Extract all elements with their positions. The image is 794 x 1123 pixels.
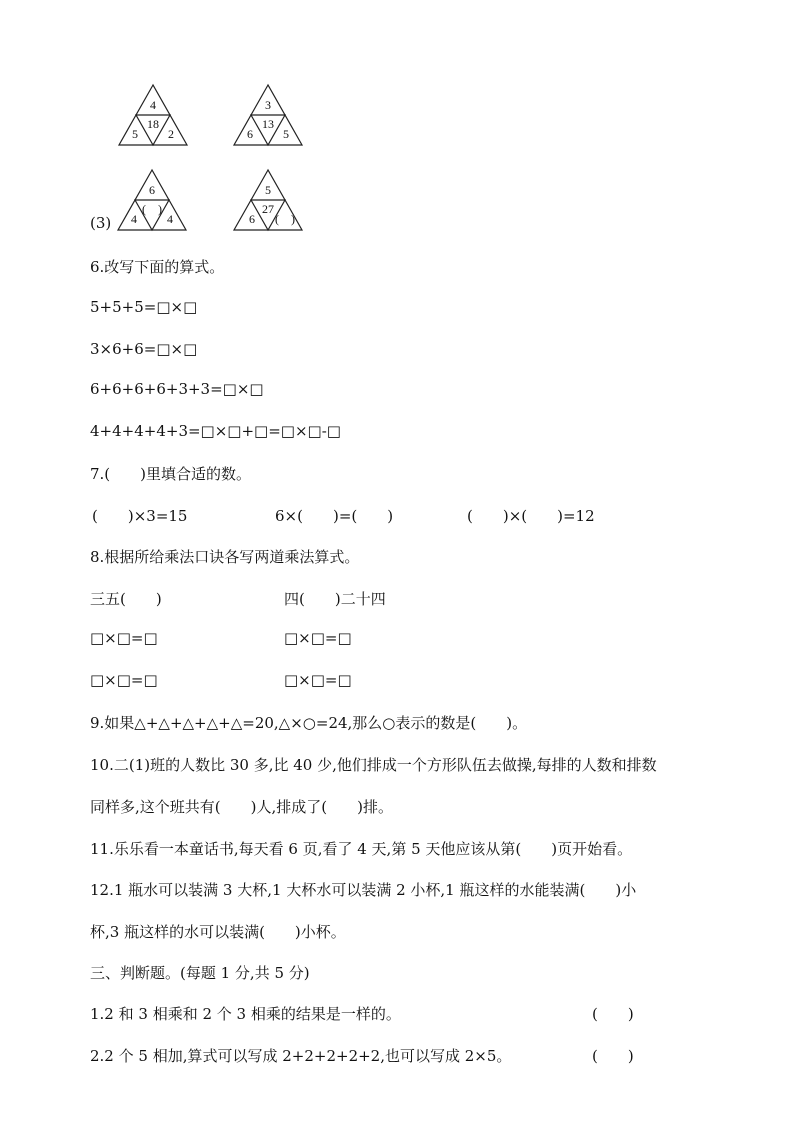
q11-text: 11.乐乐看一本童话书,每天看 6 页,看了 4 天,第 5 天他应该从第( )页开始看。 (90, 840, 633, 858)
t4-top: 5 (265, 183, 271, 197)
q12-line-2: 杯,3 瓶这样的水可以装满( )小杯。 (90, 923, 346, 941)
t3-right: 4 (167, 212, 173, 226)
t4-left: 6 (249, 212, 255, 226)
q10-line-2: 同样多,这个班共有( )人,排成了( )排。 (90, 798, 393, 816)
q6-line-1: 5+5+5=□×□ (90, 298, 198, 316)
q8-left-head: 三五( ) (90, 590, 162, 608)
q8-title: 8.根据所给乘法口诀各写两道乘法算式。 (90, 548, 360, 566)
q8-left-blank-1: □×□=□ (90, 629, 158, 647)
t1-top: 4 (150, 98, 156, 112)
judge-2-paren: ( ) (592, 1047, 634, 1065)
t2-top: 3 (265, 98, 271, 112)
q8-right-blank-1: □×□=□ (284, 629, 352, 647)
t1-center: 18 (147, 117, 159, 131)
section3-heading: 三、判断题。(每题 1 分,共 5 分) (90, 964, 310, 982)
triangle-3 (118, 170, 186, 230)
t1-right: 2 (168, 127, 174, 141)
t2-left: 6 (247, 127, 253, 141)
q7-item-3: ( )×( )=12 (467, 507, 595, 525)
t3-top: 6 (149, 183, 155, 197)
q6-line-4: 4+4+4+4+3=□×□+□=□×□-□ (90, 422, 341, 440)
t4-center: 27 (262, 202, 274, 216)
judge-2-text: 2.2 个 5 相加,算式可以写成 2+2+2+2+2,也可以写成 2×5。 (90, 1047, 512, 1065)
q9-text: 9.如果△+△+△+△+△=20,△×○=24,那么○表示的数是( )。 (90, 714, 528, 732)
t4-right: ( ) (275, 212, 295, 226)
judge-1-paren: ( ) (592, 1005, 634, 1023)
t2-center: 13 (262, 117, 274, 131)
q8-right-head: 四( )二十四 (284, 590, 386, 608)
triangle-group-label: (3) (90, 214, 112, 232)
t2-right: 5 (283, 127, 289, 141)
q7-title: 7.( )里填合适的数。 (90, 465, 252, 483)
q8-left-blank-2: □×□=□ (90, 671, 158, 689)
q7-item-2: 6×( )=( ) (275, 507, 394, 525)
q7-item-1: ( )×3=15 (92, 507, 188, 525)
q10-line-1: 10.二(1)班的人数比 30 多,比 40 少,他们排成一个方形队伍去做操,每排的人数和排数 (90, 756, 657, 774)
triangle-puzzles (0, 0, 794, 240)
t3-center: ( ) (142, 202, 162, 216)
t3-left: 4 (131, 212, 137, 226)
q8-right-blank-2: □×□=□ (284, 671, 352, 689)
q12-line-1: 12.1 瓶水可以装满 3 大杯,1 大杯水可以装满 2 小杯,1 瓶这样的水能装满( )小 (90, 881, 637, 899)
q6-line-2: 3×6+6=□×□ (90, 340, 198, 358)
triangle-2 (234, 85, 302, 145)
q6-title: 6.改写下面的算式。 (90, 258, 225, 276)
triangle-1 (119, 85, 187, 145)
judge-1-text: 1.2 和 3 相乘和 2 个 3 相乘的结果是一样的。 (90, 1005, 401, 1023)
q6-line-3: 6+6+6+6+3+3=□×□ (90, 380, 264, 398)
t1-left: 5 (132, 127, 138, 141)
